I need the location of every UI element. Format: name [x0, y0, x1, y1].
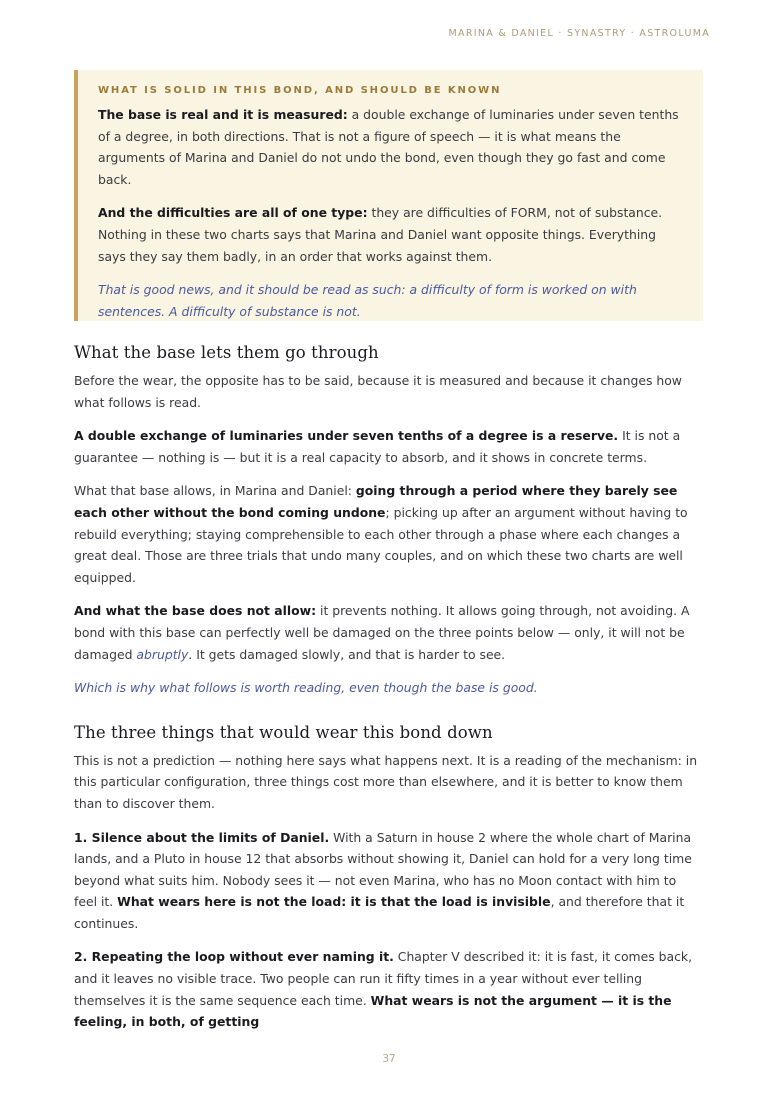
section2-p2-text-2: , and therefore that it continues.	[74, 894, 685, 931]
section2-p3-bold-2: What wears is not the argument — it is the feeling, in both, of getting	[74, 992, 672, 1030]
section1-p3-bold: going through a period where they barely see each other without the bond coming undone	[74, 483, 678, 520]
section1-p4-italic: abruptly	[136, 646, 189, 662]
section1-p2-bold: A double exchange of luminaries under seven tenths of a degree is a reserve.	[74, 428, 619, 444]
section2-p2-bold-2: What wears here is not the load: it is that the load is invisible	[117, 894, 551, 910]
section1-p3-text-1: What that base allows, in Marina and Daniel:	[74, 483, 356, 499]
section1-p2-text: It is not a guarantee — nothing is — but it is a real capacity to absorb, and it shows in concrete terms.	[74, 428, 681, 465]
section2-paragraph-1: This is not a prediction — nothing here says what happens next. It is a reading of the mechanism: in this particular configuration, three things cost more than elsewhere, and it is better to know them than to discover them.	[74, 752, 698, 811]
section1-paragraph-1: Before the wear, the opposite has to be said, because it is measured and because it changes how what follows is read.	[74, 373, 682, 410]
section1-paragraph-3	[74, 480, 703, 588]
section2-paragraph-2	[74, 827, 703, 935]
section-heading-base: What the base lets them go through	[74, 343, 379, 362]
section-heading-wear: The three things that would wear this bond down	[74, 722, 493, 742]
section2-p3-text-1: Chapter V described it: it is fast, it comes back, and it leaves no visible trace. Two people can run it fifty times in a year without ever telling themselves it is the same sequence each time.	[74, 949, 693, 1008]
callout-paragraph-3: That is good news, and it should be read as such: a difficulty of form is worked on with sentences. A difficulty of substance is not.	[98, 282, 637, 319]
running-head: MARINA & DANIEL · SYNASTRY · ASTROLUMA	[448, 28, 710, 39]
callout-paragraph-1	[98, 104, 683, 190]
section1-paragraph-2	[74, 425, 703, 468]
section2-p2-text-1: With a Saturn in house 2 where the whole chart of Marina lands, and a Pluto in house 12 that absorbs without showing it, Daniel can hold for a very long time beyond what suits him. Nobody sees it — not even Marina, who has no Moon contact with him to feel it.	[74, 829, 692, 910]
section1-p4-text-2: . It gets damaged slowly, and that is harder to see.	[188, 646, 506, 662]
section2-p2-bold: 1. Silence about the limits of Daniel.	[74, 829, 330, 845]
callout-p1-bold: The base is real and it is measured:	[98, 107, 348, 122]
section1-p4-bold: And what the base does not allow:	[74, 603, 317, 619]
section2-p3-bold: 2. Repeating the loop without ever naming it.	[74, 949, 394, 965]
callout-box	[74, 70, 703, 321]
section1-paragraph-4	[74, 600, 703, 665]
main-content	[74, 343, 703, 1045]
callout-p2-bold: And the difficulties are all of one type:	[98, 205, 368, 221]
callout-paragraph-2	[98, 202, 683, 267]
callout-kicker: WHAT IS SOLID IN THIS BOND, AND SHOULD BE KNOWN	[98, 85, 502, 96]
page-number: 37	[382, 1053, 396, 1065]
section1-paragraph-5: Which is why what follows is worth reading, even though the base is good.	[74, 680, 538, 696]
section1-p4-text-1: it prevents nothing. It allows going through, not avoiding. A bond with this base can perfectly well be damaged on the three points below — only, it will not be damaged	[74, 603, 690, 662]
callout-p2-text: they are difficulties of FORM, not of substance. Nothing in these two charts says that Marina and Daniel want opposite things. Everything says they say them badly, in an order that works against them.	[98, 205, 663, 264]
section1-p3-text-2: ; picking up after an argument without having to rebuild everything; staying comprehensible to each other through a phase where each changes a great deal. Those are three trials that undo many couples, and on which these two charts are well equipped.	[74, 504, 688, 585]
callout-p1-text: a double exchange of luminaries under seven tenths of a degree, in both directions. That is not a figure of speech — it is what means the arguments of Marina and Daniel do not undo the bond, even though they go fast and come back.	[98, 107, 679, 187]
section2-paragraph-3	[74, 946, 703, 1032]
